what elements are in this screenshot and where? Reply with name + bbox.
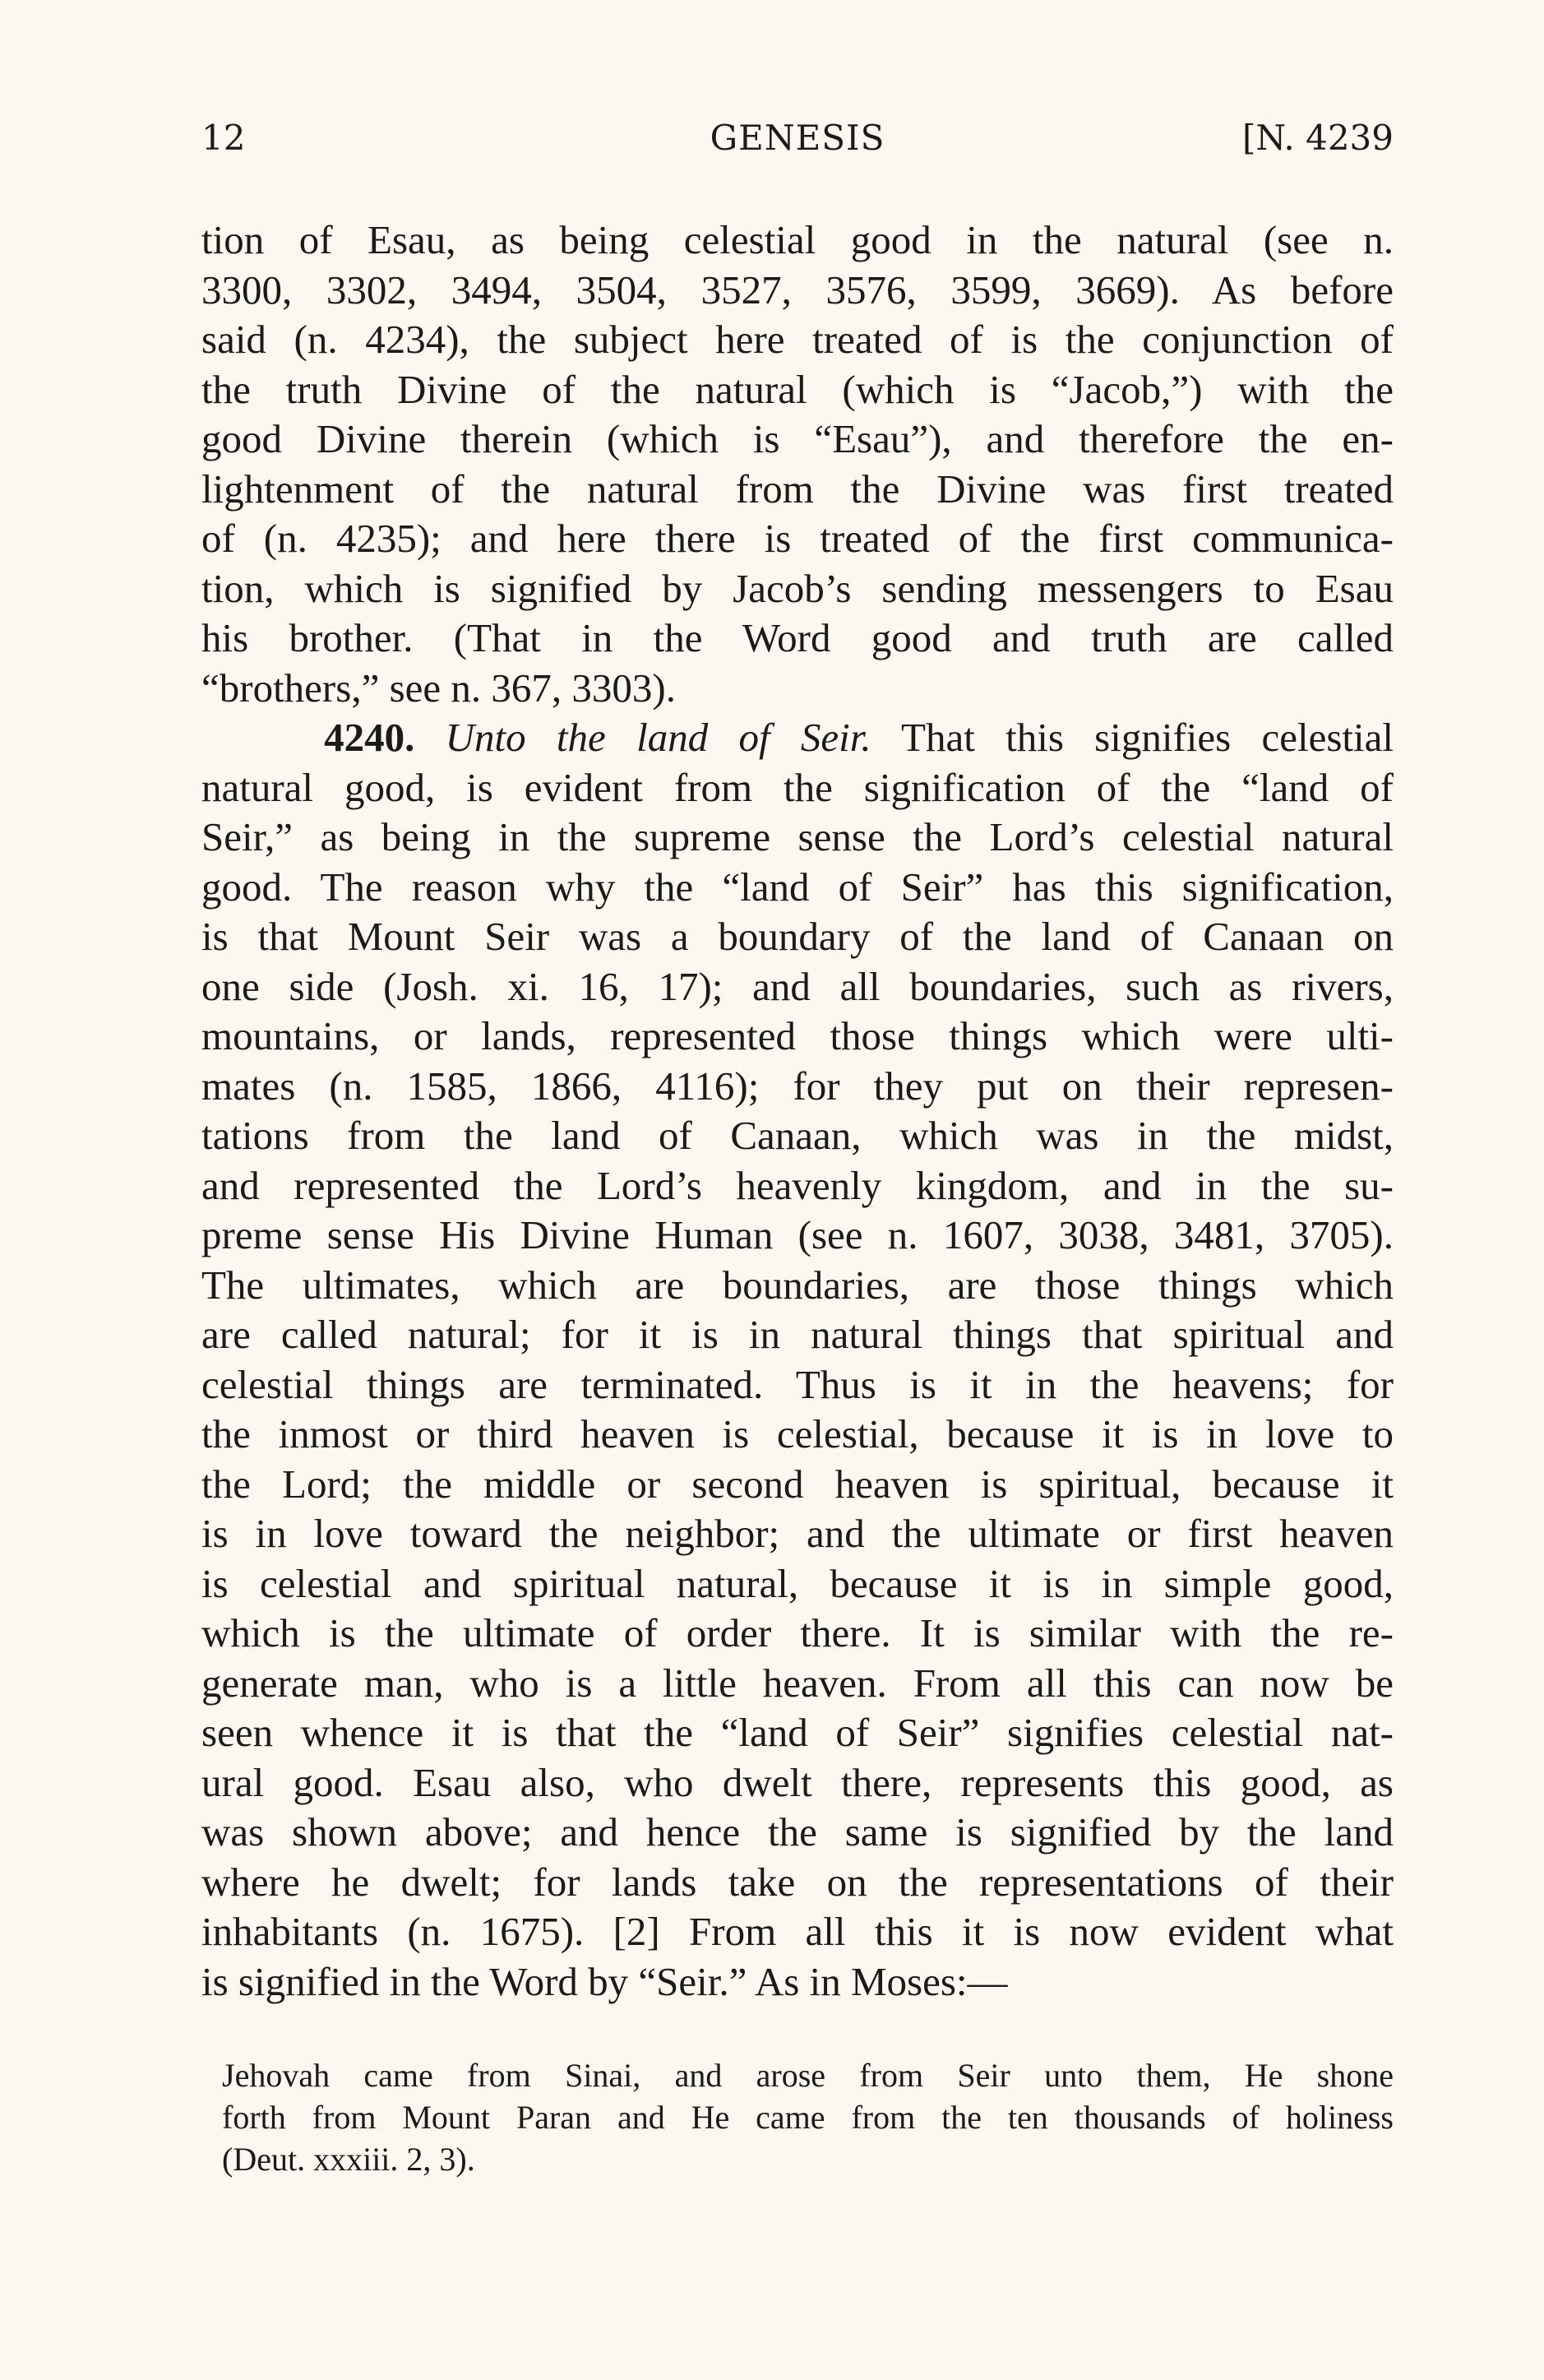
- text-line: generate man, who is a little heaven. From all this can now be: [201, 1660, 1394, 1706]
- text-line: is celestial and spiritual natural, because it is in simple good,: [201, 1560, 1394, 1606]
- text-line: one side (Josh. xi. 16, 17); and all boundaries, such as rivers,: [201, 963, 1394, 1009]
- scripture-quote: [222, 2054, 1394, 2180]
- text-line: where he dwelt; for lands take on the representations of their: [201, 1859, 1394, 1905]
- text-line: ural good. Esau also, who dwelt there, represents this good, as: [201, 1759, 1394, 1805]
- text-line: the truth Divine of the natural (which is “Jacob,”) with the: [201, 366, 1394, 412]
- text-line: lightenment of the natural from the Divine was first treated: [201, 465, 1394, 512]
- text-line: 3300, 3302, 3494, 3504, 3527, 3576, 3599, 3669). As before: [201, 266, 1394, 313]
- text-line: is in love toward the neighbor; and the ultimate or first heaven: [201, 1511, 1394, 1556]
- text-line: of (n. 4235); and here there is treated of the first communica-: [201, 516, 1394, 561]
- quote-line: Jehovah came from Sinai, and arose from Seir unto them, He shone: [222, 2057, 1394, 2094]
- text-line: tion of Esau, as being celestial good in the natural (see n.: [201, 217, 1394, 262]
- text-line: natural good, is evident from the signification of the “land of: [201, 764, 1394, 810]
- text-line: preme sense His Divine Human (see n. 1607, 3038, 3481, 3705).: [201, 1212, 1394, 1257]
- text-line: good Divine therein (which is “Esau”), and therefore the en-: [201, 416, 1394, 461]
- text-line: inhabitants (n. 1675). [2] From all this it is now evident what: [201, 1909, 1394, 1954]
- quote-line: forth from Mount Paran and He came from the ten thousands of holiness: [222, 2099, 1394, 2136]
- page-number: 12: [201, 118, 246, 158]
- paragraph-heading: Unto the land of Seir.: [445, 715, 871, 760]
- text-line: seen whence it is that the “land of Seir” signifies celestial nat-: [201, 1710, 1394, 1755]
- text-line: said (n. 4234), the subject here treated of is the conjunction of: [201, 317, 1394, 362]
- text-line: is that Mount Seir was a boundary of the land of Canaan on: [201, 914, 1394, 959]
- text-line: his brother. (That in the Word good and truth are called: [201, 615, 1394, 660]
- text-line: which is the ultimate of order there. It is similar with the re-: [201, 1610, 1394, 1655]
- quote-line: (Deut. xxxiii. 2, 3).: [222, 2141, 475, 2178]
- text-line: the inmost or third heaven is celestial, because it is in love to: [201, 1411, 1394, 1456]
- section-reference: [N. 4239: [1241, 118, 1394, 158]
- paragraph-4240-first-line: [201, 713, 1394, 763]
- text-line: mates (n. 1585, 1866, 4116); for they put on their represen-: [201, 1063, 1394, 1109]
- running-header: [201, 113, 1394, 163]
- text-line: tion, which is signified by Jacob’s sending messengers to Esau: [201, 565, 1394, 611]
- text-line: the Lord; the middle or second heaven is spiritual, because it: [201, 1461, 1394, 1507]
- text-line: “brothers,” see n. 367, 3303).: [201, 664, 676, 711]
- text-line: celestial things are terminated. Thus is it in the heavens; for: [201, 1361, 1394, 1407]
- text-line: and represented the Lord’s heavenly kingdom, and in the su-: [201, 1162, 1394, 1208]
- text-line: was shown above; and hence the same is signified by the land: [201, 1809, 1394, 1854]
- book-title: GENESIS: [710, 118, 885, 158]
- text-line: The ultimates, which are boundaries, are those things which: [201, 1262, 1394, 1308]
- body-text: [201, 215, 1394, 2007]
- text-line: is signified in the Word by “Seir.” As in Moses:—: [201, 1958, 1008, 2004]
- text-line: tations from the land of Canaan, which was in the midst,: [201, 1113, 1394, 1158]
- text-line: good. The reason why the “land of Seir” has this signification,: [201, 864, 1394, 910]
- text-line: are called natural; for it is in natural things that spiritual and: [201, 1312, 1394, 1357]
- paragraph-number: 4240.: [324, 715, 415, 760]
- text-line: Seir,” as being in the supreme sense the Lord’s celestial natural: [201, 814, 1394, 859]
- text-line: mountains, or lands, represented those things which were ulti-: [201, 1013, 1394, 1058]
- text-fragment: That this signifies celestial: [871, 715, 1394, 760]
